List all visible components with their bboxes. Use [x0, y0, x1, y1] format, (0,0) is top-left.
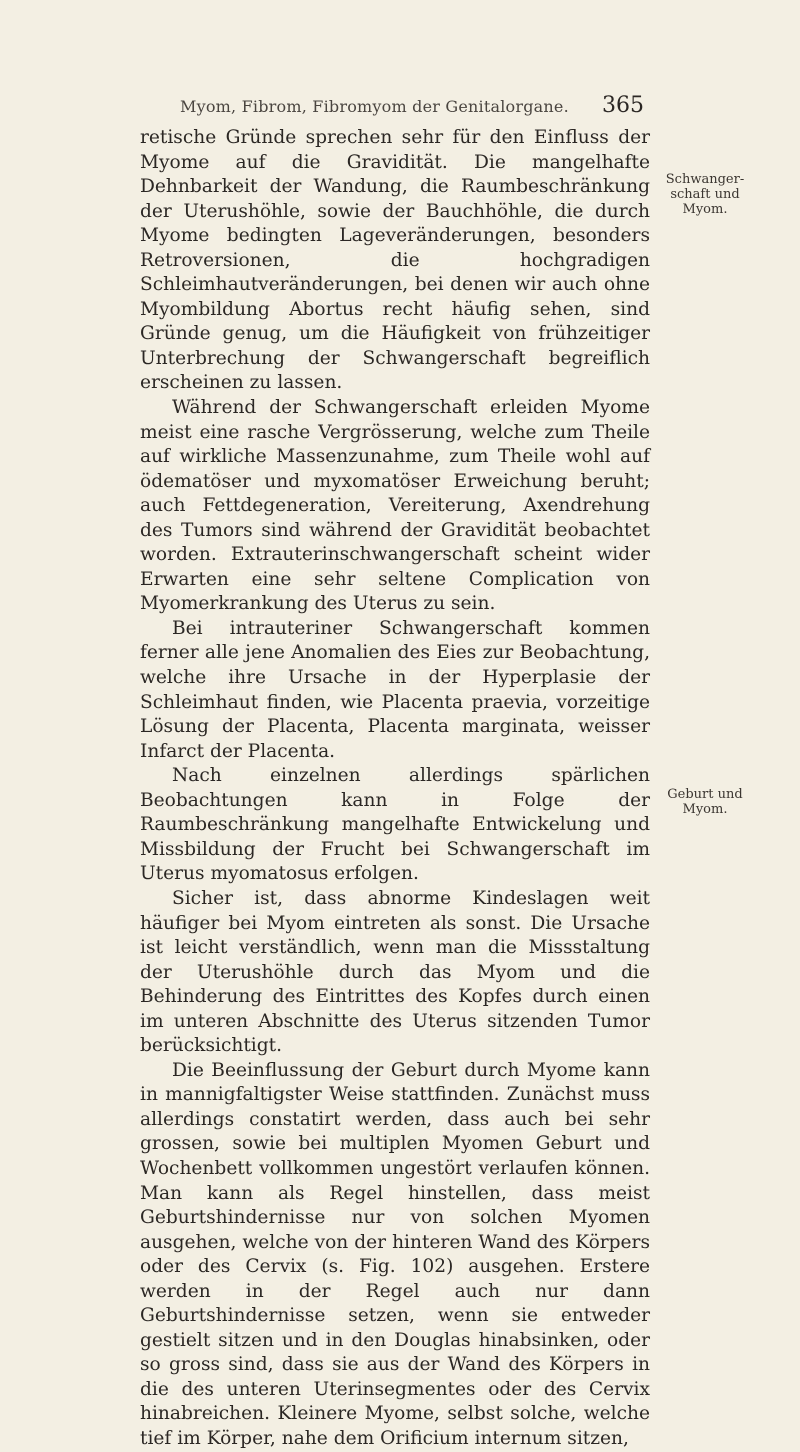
paragraph: Die Beeinflussung der Geburt durch Myome kann in mannigfaltigster Weise stattfinden. Zunächst muss allerdings constatirt werden, dass auch bei sehr grossen, sowie bei multiplen Myomen Geburt und Wochenbett vollkommen ungestört verlaufen können. Man kann als Regel hinstellen, dass meist Geburtshindernisse nur von solchen Myomen ausgehen, welche von der hinteren Wand des Körpers oder des Cervix (s. Fig. 102) ausgehen. Erstere werden in der Regel auch nur dann Geburtshindernisse setzen, wenn sie entweder gestielt sitzen und in den Douglas hinabsinken, oder so gross sind, dass sie aus der Wand des Körpers in die des unteren Uterinsegmentes oder des Cervix hinabreichen. Kleinere Myome, selbst solche, welche tief im Körper, nahe dem Orificium internum sitzen,: [140, 1059, 650, 1449]
margin-note-birth: Geburt und Myom.: [667, 787, 743, 817]
margin-note-pregnancy: Schwanger-schaft und Myom.: [665, 172, 745, 217]
body-text: [140, 126, 650, 1452]
page-number: 365: [602, 93, 644, 118]
paragraph: Nach einzelnen allerdings spärlichen Beobachtungen kann in Folge der Raumbeschränkung mangelhafte Entwickelung und Missbildung der Frucht bei Schwangerschaft im Uterus myomatosus erfolgen.: [140, 765, 650, 885]
paragraph: Bei intrauteriner Schwangerschaft kommen ferner alle jene Anomalien des Eies zur Beobachtung, welche ihre Ursache in der Hyperplasie der Schleimhaut finden, wie Placenta praevia, vorzeitige Lösung der Placenta, Placenta marginata, weisser Infarct der Placenta.: [140, 617, 650, 762]
running-head: [0, 95, 800, 121]
paragraph: retische Gründe sprechen sehr für den Einfluss der Myome auf die Gravidität. Die mangelhafte Dehnbarkeit der Wandung, die Raumbeschränkung der Uterushöhle, sowie der Bauchhöhle, die durch Myome bedingten Lageveränderungen, besonders Retroversionen, die hochgradigen Schleimhautveränderungen, bei denen wir auch ohne Myombildung Abortus recht häufig sehen, sind Gründe genug, um die Häufigkeit von frühzeitiger Unterbrechung der Schwangerschaft begreiflich erscheinen zu lassen.: [140, 127, 650, 394]
running-head-title: Myom, Fibrom, Fibromyom der Genitalorgane.: [180, 97, 569, 116]
paragraph: Sicher ist, dass abnorme Kindeslagen weit häufiger bei Myom eintreten als sonst. Die Ursache ist leicht verständlich, wenn man die Missstaltung der Uterushöhle durch das Myom und die Behinderung des Eintrittes des Kopfes durch einen im unteren Abschnitte des Uterus sitzenden Tumor berücksichtigt.: [140, 887, 650, 1057]
paragraph: Während der Schwangerschaft erleiden Myome meist eine rasche Vergrösserung, welche zum Theile auf wirkliche Massenzunahme, zum Theile wohl auf ödematöser und myxomatöser Erweichung beruht; auch Fettdegeneration, Vereiterung, Axendrehung des Tumors sind während der Gravidität beobachtet worden. Extrauterinschwangerschaft scheint wider Erwarten eine sehr seltene Complication von Myomerkrankung des Uterus zu sein.: [140, 397, 650, 615]
